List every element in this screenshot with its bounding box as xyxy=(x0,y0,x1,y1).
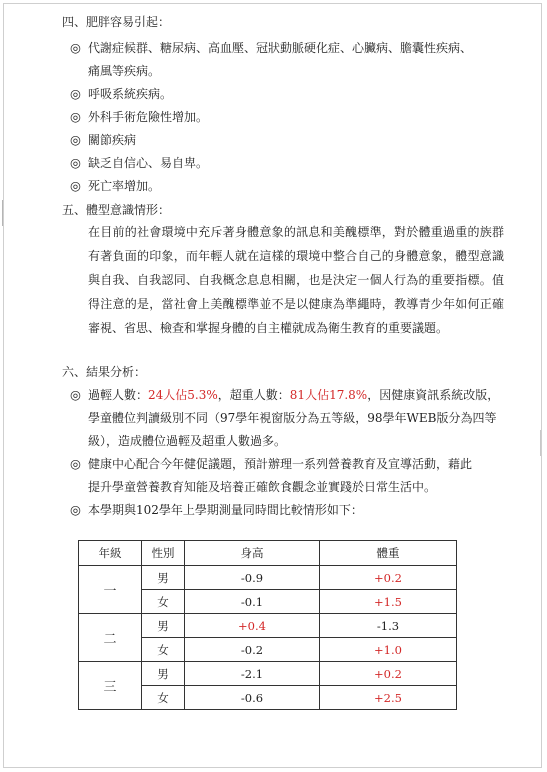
bullet-icon: ◎ xyxy=(70,109,81,124)
list-item: 外科手術危險性增加。 xyxy=(88,110,209,124)
scan-edge-mark xyxy=(540,430,541,456)
bullet-icon: ◎ xyxy=(70,40,81,55)
result-text: 過輕人數： xyxy=(88,388,149,402)
weight-cell: +0.2 xyxy=(320,566,457,590)
grade-cell: 三 xyxy=(79,662,142,710)
height-cell: -2.1 xyxy=(185,662,320,686)
table-header-row xyxy=(79,541,457,566)
bullet-icon: ◎ xyxy=(70,456,81,471)
sex-cell: 男 xyxy=(142,566,185,590)
bullet-icon: ◎ xyxy=(70,387,81,402)
underweight-value: 24人佔5.3% xyxy=(148,388,218,402)
header-weight: 體重 xyxy=(320,541,457,566)
height-cell: +0.4 xyxy=(185,614,320,638)
height-cell: -0.2 xyxy=(185,638,320,662)
sex-cell: 女 xyxy=(142,686,185,710)
section-6-heading: 六、結果分析： xyxy=(62,365,147,379)
header-sex: 性別 xyxy=(142,541,185,566)
weight-cell: +1.5 xyxy=(320,590,457,614)
list-item-continued: 痛風等疾病。 xyxy=(88,64,161,78)
grade-cell: 二 xyxy=(79,614,142,662)
result-line-continued: 學童體位判讀級別不同（97學年視窗版分為五等級，98學年WEB版分為四等 xyxy=(88,411,497,425)
sex-cell: 男 xyxy=(142,614,185,638)
result-line xyxy=(88,387,499,403)
sex-cell: 女 xyxy=(142,638,185,662)
bullet-icon: ◎ xyxy=(70,155,81,170)
result-line-continued: 提升學童營養教育知能及培養正確飲食觀念並實踐於日常生活中。 xyxy=(88,480,437,494)
section-5-heading: 五、體型意識情形： xyxy=(62,203,171,217)
bullet-icon: ◎ xyxy=(70,502,81,517)
comparison-table xyxy=(78,540,457,710)
weight-cell: -1.3 xyxy=(320,614,457,638)
sex-cell: 女 xyxy=(142,590,185,614)
result-text: ，因健康資訊系統改版， xyxy=(367,388,500,402)
bullet-icon: ◎ xyxy=(70,132,81,147)
weight-cell: +0.2 xyxy=(320,662,457,686)
list-item: 呼吸系統疾病。 xyxy=(88,87,173,101)
overweight-value: 81人佔17.8% xyxy=(289,388,368,402)
sex-cell: 男 xyxy=(142,662,185,686)
table-row xyxy=(79,614,457,638)
header-height: 身高 xyxy=(185,541,320,566)
result-line-continued: 級），造成體位過輕及超重人數過多。 xyxy=(88,434,287,448)
result-line: 健康中心配合今年健促議題，預計辦理一系列營養教育及宣導活動，藉此 xyxy=(88,457,473,471)
list-item: 死亡率增加。 xyxy=(88,179,161,193)
table-row xyxy=(79,662,457,686)
list-item: 缺乏自信心、易自卑。 xyxy=(88,156,209,170)
bullet-icon: ◎ xyxy=(70,86,81,101)
list-item: 關節疾病 xyxy=(88,133,137,147)
result-line: 本學期與102學年上學期測量同時間比較情形如下： xyxy=(88,503,363,517)
height-cell: -0.9 xyxy=(185,566,320,590)
bullet-icon: ◎ xyxy=(70,178,81,193)
table-row xyxy=(79,566,457,590)
scan-edge-mark xyxy=(2,200,3,226)
body-paragraph: 在目前的社會環境中充斥著身體意象的訊息和美醜標準，對於體重過重的族群有著負面的印象，而年輕人就在這樣的環境中整合自己的身體意象，體型意識與自我、自我認同、自我概念息息相關，也是決定一個人行為的重要指標。值得注意的是，當社會上美醜標準並不是以健康為準繩時，教導青少年如何正確審視、省思、檢查和掌握身體的自主權就成為衛生教育的重要議題。 xyxy=(88,225,504,335)
weight-cell: +2.5 xyxy=(320,686,457,710)
section-4-heading: 四、肥胖容易引起： xyxy=(62,15,171,29)
list-item: 代謝症候群、糖尿病、高血壓、冠狀動脈硬化症、心臟病、膽囊性疾病、 xyxy=(88,41,473,55)
height-cell: -0.1 xyxy=(185,590,320,614)
grade-cell: 一 xyxy=(79,566,142,614)
result-text: ，超重人數： xyxy=(217,388,290,402)
weight-cell: +1.0 xyxy=(320,638,457,662)
header-grade: 年級 xyxy=(79,541,142,566)
height-cell: -0.6 xyxy=(185,686,320,710)
